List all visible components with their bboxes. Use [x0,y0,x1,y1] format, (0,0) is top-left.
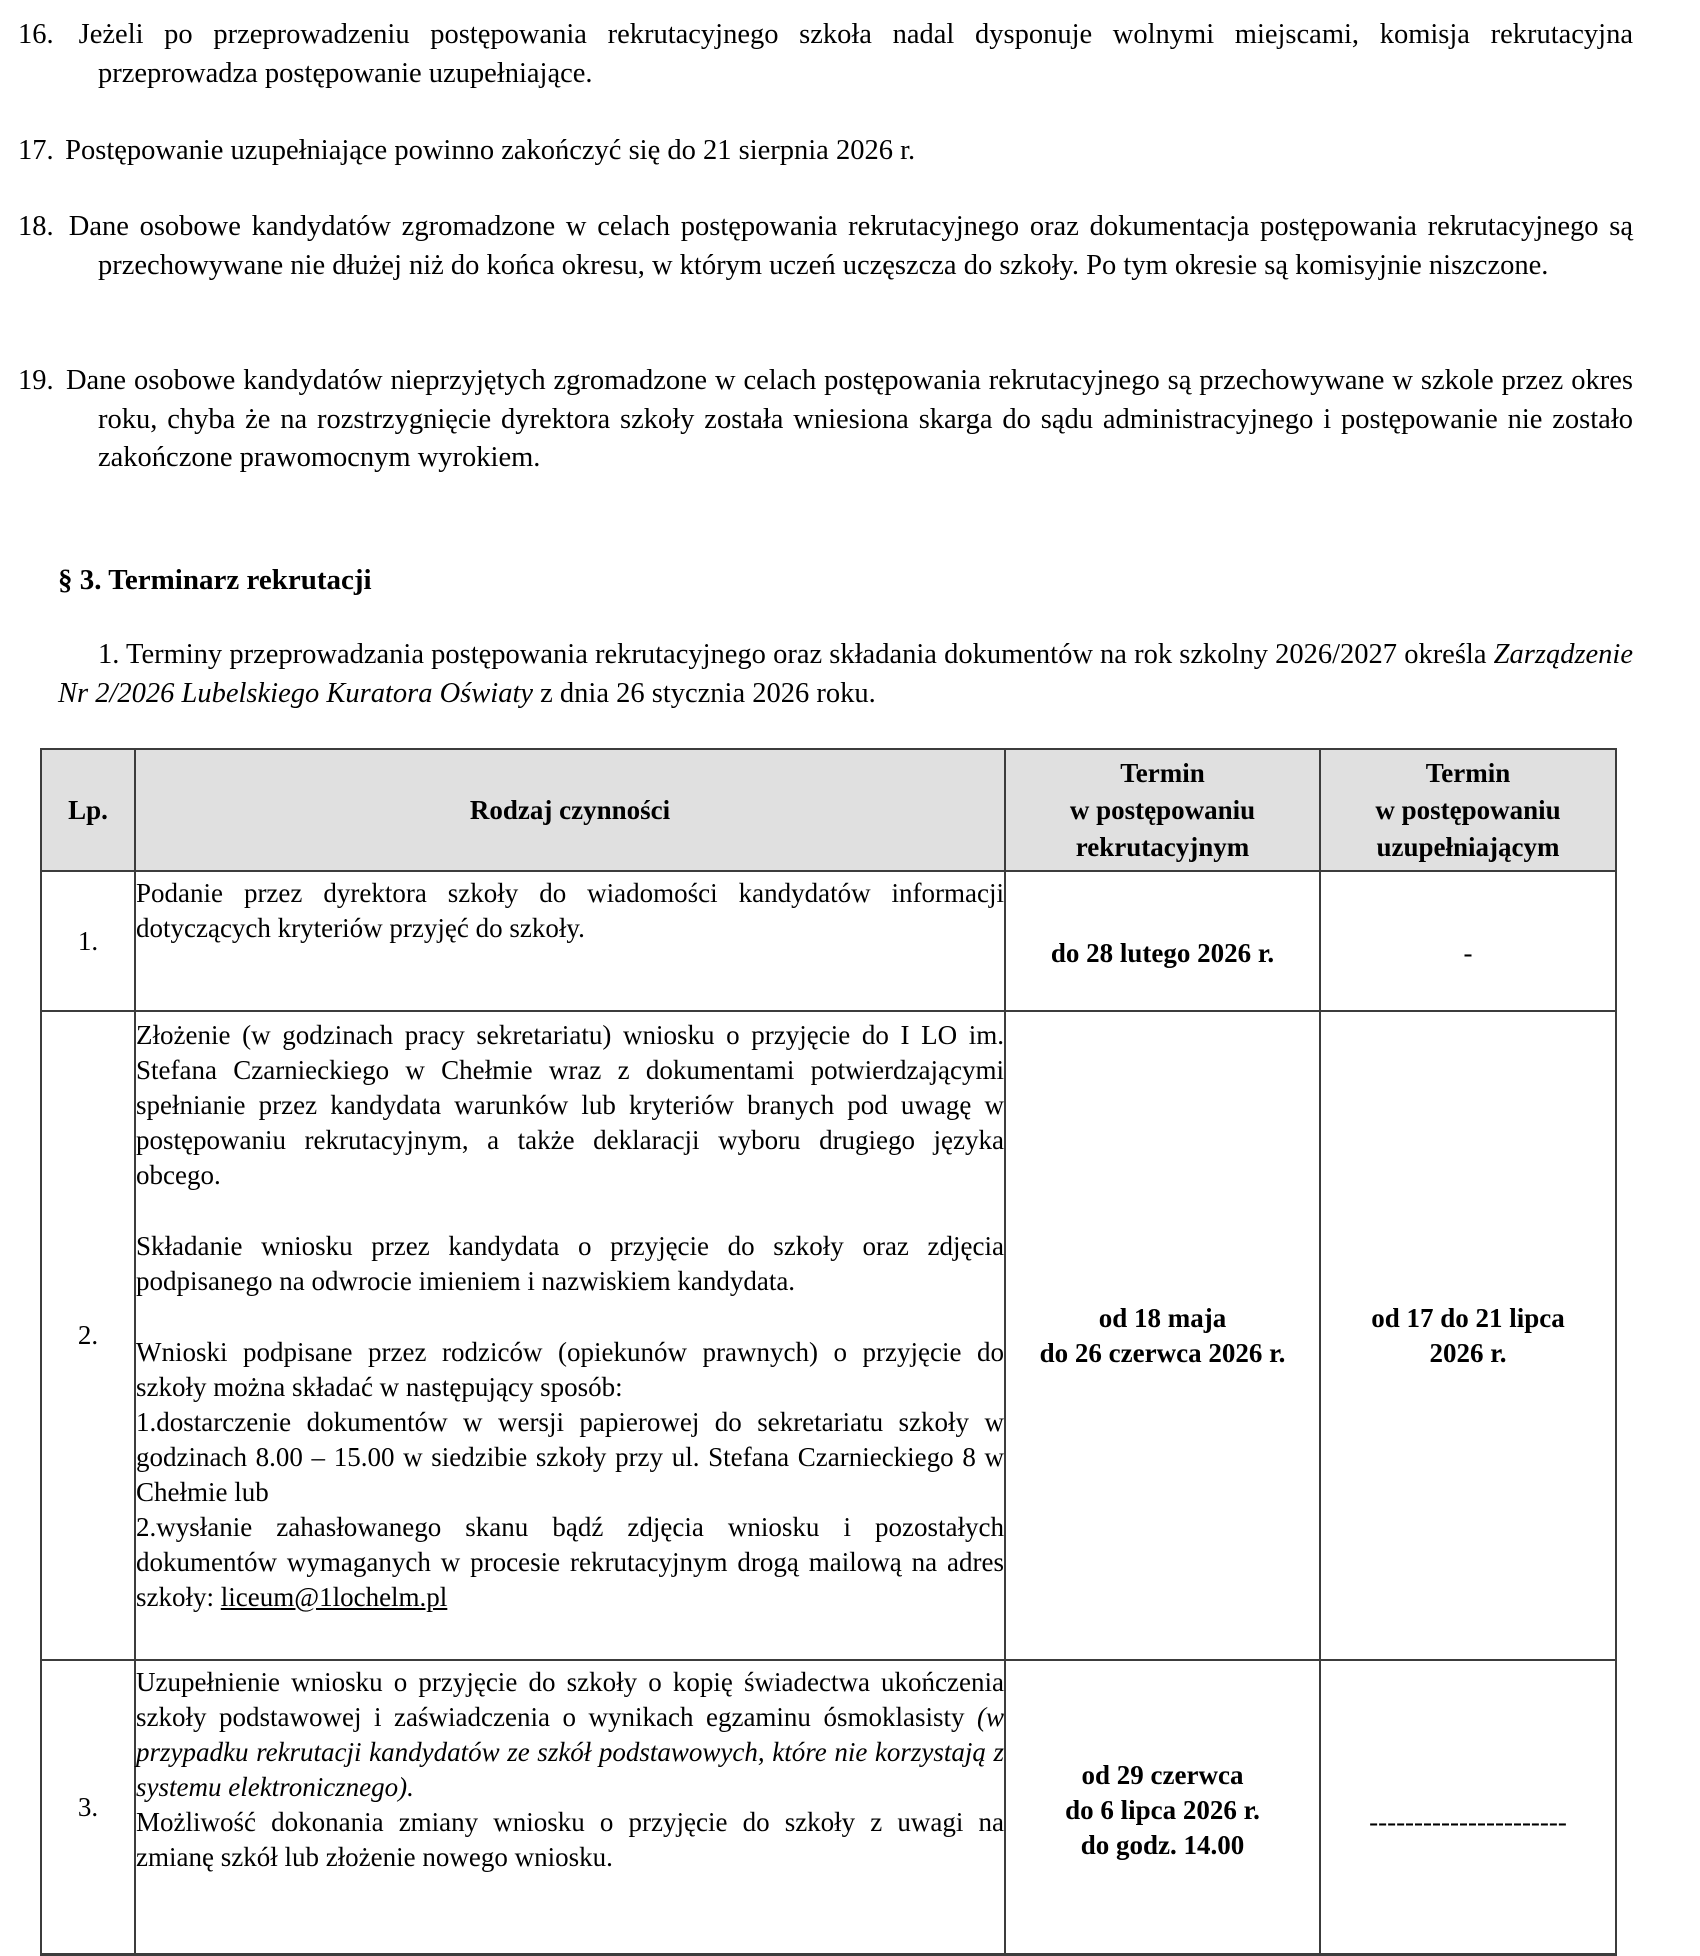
item-16: 16. Jeżeli po przeprowadzeniu postępowania rekrutacyjnego szkoła nadal dysponuje wolnymi miejscami, komisja rekrutacyjna przeprowadza postępowanie uzupełniające. [18,19,1634,89]
recruitment-schedule-table [40,748,1617,1956]
section-paragraph [58,636,1633,713]
row-number: 1. [41,871,135,1011]
row-description [135,1011,1005,1660]
item-19: 19. Dane osobowe kandydatów nieprzyjętych zgromadzone w celach postępowania rekrutacyjnego są przechowywane w szkole przez okres roku, chyba że na rozstrzygnięcie dyrektora szkoły została wniesiona skarga do sądu administracyjnego i postępowanie nie zostało zakończone prawomocnym wyrokiem. [18,365,1633,473]
term-line: do godz. 14.00 [1080,1829,1245,1860]
row-term-recruitment [1005,871,1320,1011]
description-text: Możliwość dokonania zmiany wniosku o przyjęcie do szkoły z uwagi na zmianę szkół lub złożenie nowego wniosku. [136,1807,1004,1872]
header-lp: Lp. [41,749,135,871]
row-number: 2. [41,1011,135,1660]
description-text: Składanie wniosku przez kandydata o przyjęcie do szkoły oraz zdjęcia podpisanego na odwrocie imieniem i nazwiskiem kandydata. [136,1231,1004,1296]
table-row [41,1660,1616,1955]
header-term-supplementary [1320,749,1616,871]
description-main: Uzupełnienie wniosku o przyjęcie do szkoły o kopię świadectwa ukończenia szkoły podstawowej i zaświadczenia o wynikach egzaminu ósmoklasisty [136,1667,1004,1732]
header-line: rekrutacyjnym [1075,831,1250,862]
row-term-recruitment [1005,1660,1320,1955]
item-text: Dane osobowe kandydatów nieprzyjętych zgromadzone w celach postępowania rekrutacyjnego są przechowywane w szkole przez okres roku, chyba że na rozstrzygnięcie dyrektora szkoły została wniesiona skarga do sądu administracyjnego i postępowanie nie zostało zakończone prawomocnym wyrokiem. [65,365,1633,473]
regulation-title: Zarządzenie Nr 2/2026 Lubelskiego Kuratora Oświaty [58,639,1633,709]
row-number: 3. [41,1660,135,1955]
email-lead: 2.wysłanie zahasłowanego skanu bądź zdjęcia wniosku i pozostałych dokumentów wymaganych w procesie rekrutacyjnym drogą mailową na adres szkoły: [136,1512,1004,1612]
item-17: 17. Postępowanie uzupełniające powinno zakończyć się do 21 sierpnia 2026 r. [18,135,916,166]
header-line: Termin [1425,757,1511,788]
row-term-supplementary: - [1320,871,1616,1011]
term-line: 2026 r. [1429,1337,1507,1368]
header-line: w postępowaniu [1375,794,1561,825]
item-text: Dane osobowe kandydatów zgromadzone w celach postępowania rekrutacyjnego oraz dokumentacja postępowania rekrutacyjnego są przechowywane nie dłużej niż do końca okresu, w którym uczeń uczęszcza do szkoły. Po tym okresie są komisyjnie niszczone. [68,211,1633,281]
item-text: Postępowanie uzupełniające powinno zakończyć się do 21 sierpnia 2026 r. [65,135,916,166]
description-text [136,1665,1004,1805]
school-email-link[interactable]: liceum@1lochelm.pl [220,1582,448,1612]
row-term-supplementary [1320,1011,1616,1660]
table-header-row [41,749,1616,871]
table-row [41,871,1616,1011]
item-18: 18. Dane osobowe kandydatów zgromadzone w celach postępowania rekrutacyjnego oraz dokumentacja postępowania rekrutacyjnego są przechowywane nie dłużej niż do końca okresu, w którym uczeń uczęszcza do szkoły. Po tym okresie są komisyjnie niszczone. [18,211,1633,281]
description-text: Podanie przez dyrektora szkoły do wiadomości kandydatów informacji dotyczących kryteriów przyjęć do szkoły. [136,878,1004,943]
row-term-supplementary: ---------------------- [1320,1660,1616,1955]
paragraph-prefix: 1. Terminy przeprowadzania postępowania rekrutacyjnego oraz składania dokumentów na rok szkolny 2026/2027 określa [98,639,1494,670]
term-line: od 29 czerwca [1081,1759,1244,1790]
item-text: Jeżeli po przeprowadzeniu postępowania rekrutacyjnego szkoła nadal dysponuje wolnymi miejscami, komisja rekrutacyjna przeprowadza postępowanie uzupełniające. [78,19,1634,89]
header-line: w postępowaniu [1069,794,1256,825]
description-text: Wnioski podpisane przez rodziców (opiekunów prawnych) o przyjęcie do szkoły można składać w następujący sposób: [136,1337,1004,1402]
description-text: Złożenie (w godzinach pracy sekretariatu) wniosku o przyjęcie do I LO im. Stefana Czarnieckiego w Chełmie wraz z dokumentami potwierdzającymi spełnianie przez kandydata warunków lub kryteriów branych pod uwagę w postępowaniu rekrutacyjnym, a także deklaracji wyboru drugiego języka obcego. [136,1020,1004,1190]
description-text: 1.dostarczenie dokumentów w wersji papierowej do sekretariatu szkoły w godzinach 8.00 – 15.00 w siedzibie szkoły przy ul. Stefana Czarnieckiego 8 w Chełmie lub [136,1407,1004,1507]
description-italic-note: (w przypadku rekrutacji kandydatów ze szkół podstawowych, które nie korzystają z systemu elektronicznego). [136,1702,1004,1802]
paragraph-suffix: z dnia 26 stycznia 2026 roku. [533,677,876,709]
header-line: Termin [1120,757,1205,788]
table-row [41,1011,1616,1660]
row-description [135,1660,1005,1955]
term-line: od 18 maja [1098,1302,1227,1333]
header-term-recruitment [1005,749,1320,871]
section-heading: § 3. Terminarz rekrutacji [58,564,372,596]
term-line: od 17 do 21 lipca [1371,1302,1565,1333]
row-description [135,871,1005,1011]
term-line: do 6 lipca 2026 r. [1065,1794,1260,1825]
row-term-recruitment [1005,1011,1320,1660]
header-line: uzupełniającym [1376,831,1560,862]
term-line: do 26 czerwca 2026 r. [1039,1337,1286,1368]
term-line: do 28 lutego 2026 r. [1050,937,1275,968]
description-text [136,1510,1004,1615]
header-activity: Rodzaj czynności [135,749,1005,871]
